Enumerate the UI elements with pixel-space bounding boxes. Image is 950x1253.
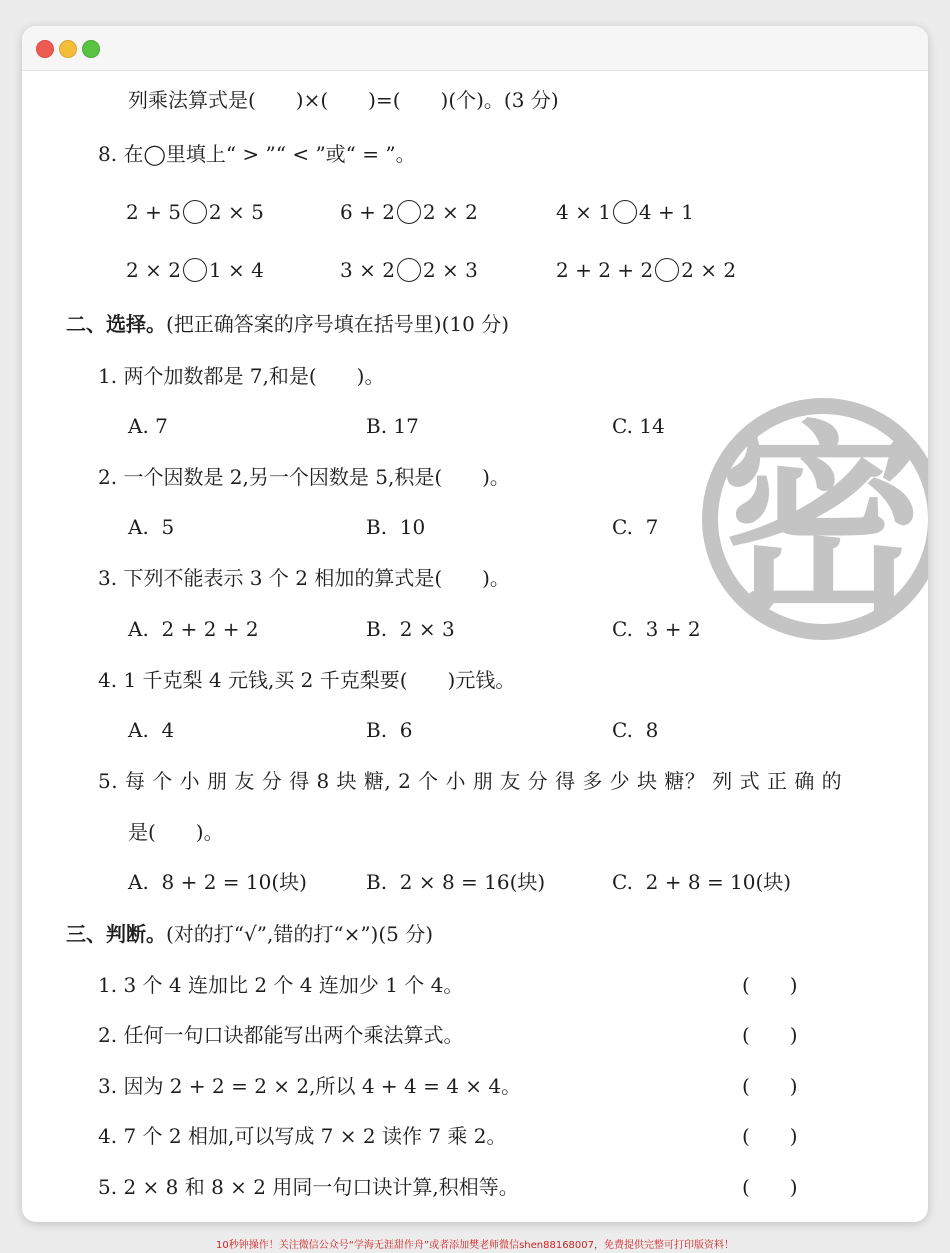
s2-q5-option-a: A. 8 + 2 = 10(块) — [128, 870, 307, 894]
q8-compare-5: 3 × 2 2 × 3 — [340, 258, 478, 282]
seal-character: 密 — [720, 405, 926, 643]
s2-q2-option-b: B. 10 — [366, 515, 426, 539]
footer-notice: 10秒钟操作！关注微信公众号“学海无涯甜作舟”或者添加樊老师微信shen88168007，免费提供完整可打印版资料！ — [215, 1240, 735, 1251]
confidential-seal-icon — [698, 394, 928, 644]
s3-item-2: 2. 任何一句口诀都能写出两个乘法算式。 — [98, 1023, 464, 1047]
compare-circle[interactable] — [397, 200, 421, 224]
compare-circle[interactable] — [613, 200, 637, 224]
s2-q4-option-c: C. 8 — [612, 718, 659, 742]
s2-q1-text: 1. 两个加数都是 7,和是( )。 — [98, 364, 385, 388]
s3-item-2-blank[interactable]: ( ) — [742, 1023, 798, 1047]
s2-q5-text: 5. 每 个 小 朋 友 分 得 8 块 糖, 2 个 小 朋 友 分 得 多 少 块 糖？ 列 式 正 确 的 — [98, 769, 843, 793]
s2-q5-text-cont: 是( )。 — [128, 820, 224, 844]
s3-item-4: 4. 7 个 2 相加,可以写成 7 × 2 读作 7 乘 2。 — [98, 1124, 507, 1148]
s2-q3-option-c: C. 3 + 2 — [612, 617, 701, 641]
q8-compare-2: 6 + 2 2 × 2 — [340, 200, 478, 224]
compare-circle[interactable] — [183, 200, 207, 224]
q8-compare-4: 2 × 2 1 × 4 — [126, 258, 264, 282]
s2-q4-option-b: B. 6 — [366, 718, 413, 742]
q8-compare-3: 4 × 1 4 + 1 — [556, 200, 694, 224]
s2-q5-option-b: B. 2 × 8 = 16(块) — [366, 870, 546, 894]
s3-item-3-blank[interactable]: ( ) — [742, 1074, 798, 1098]
s2-q3-text: 3. 下列不能表示 3 个 2 相加的算式是( )。 — [98, 566, 510, 590]
s3-item-1-blank[interactable]: ( ) — [742, 973, 798, 997]
s2-q3-option-a: A. 2 + 2 + 2 — [128, 617, 259, 641]
section3-heading: 三、判断。(对的打“√”,错的打“×”)(5 分) — [66, 922, 434, 946]
compare-circle[interactable] — [655, 258, 679, 282]
section2-heading: 二、选择。(把正确答案的序号填在括号里)(10 分) — [66, 312, 510, 336]
q8-prompt: 8. 在◯里填上“ > ”“ < ”或“ = ”。 — [98, 142, 416, 166]
s2-q1-option-a: A. 7 — [128, 414, 168, 438]
s2-q3-option-b: B. 2 × 3 — [366, 617, 455, 641]
s2-q4-text: 4. 1 千克梨 4 元钱,买 2 千克梨要( )元钱。 — [98, 668, 516, 692]
document-window — [22, 26, 928, 1222]
s3-item-4-blank[interactable]: ( ) — [742, 1124, 798, 1148]
s2-q5-option-c: C. 2 + 8 = 10(块) — [612, 870, 792, 894]
compare-circle[interactable] — [183, 258, 207, 282]
s2-q2-text: 2. 一个因数是 2,另一个因数是 5,积是( )。 — [98, 465, 510, 489]
s3-item-5: 5. 2 × 8 和 8 × 2 用同一句口诀计算,积相等。 — [98, 1175, 519, 1199]
s2-q1-option-c: C. 14 — [612, 414, 665, 438]
compare-circle[interactable] — [397, 258, 421, 282]
q8-compare-1: 2 + 5 2 × 5 — [126, 200, 264, 224]
s2-q4-option-a: A. 4 — [128, 718, 175, 742]
q8-compare-6: 2 + 2 + 2 2 × 2 — [556, 258, 737, 282]
q7-tail: 列乘法算式是( )×( )=( )(个)。(3 分) — [128, 88, 559, 112]
s2-q1-option-b: B. 17 — [366, 414, 419, 438]
s3-item-3: 3. 因为 2 + 2 = 2 × 2,所以 4 + 4 = 4 × 4。 — [98, 1074, 522, 1098]
s2-q2-option-c: C. 7 — [612, 515, 659, 539]
worksheet-page — [22, 26, 928, 1222]
s2-q2-option-a: A. 5 — [128, 515, 175, 539]
s3-item-1: 1. 3 个 4 连加比 2 个 4 连加少 1 个 4。 — [98, 973, 464, 997]
s3-item-5-blank[interactable]: ( ) — [742, 1175, 798, 1199]
